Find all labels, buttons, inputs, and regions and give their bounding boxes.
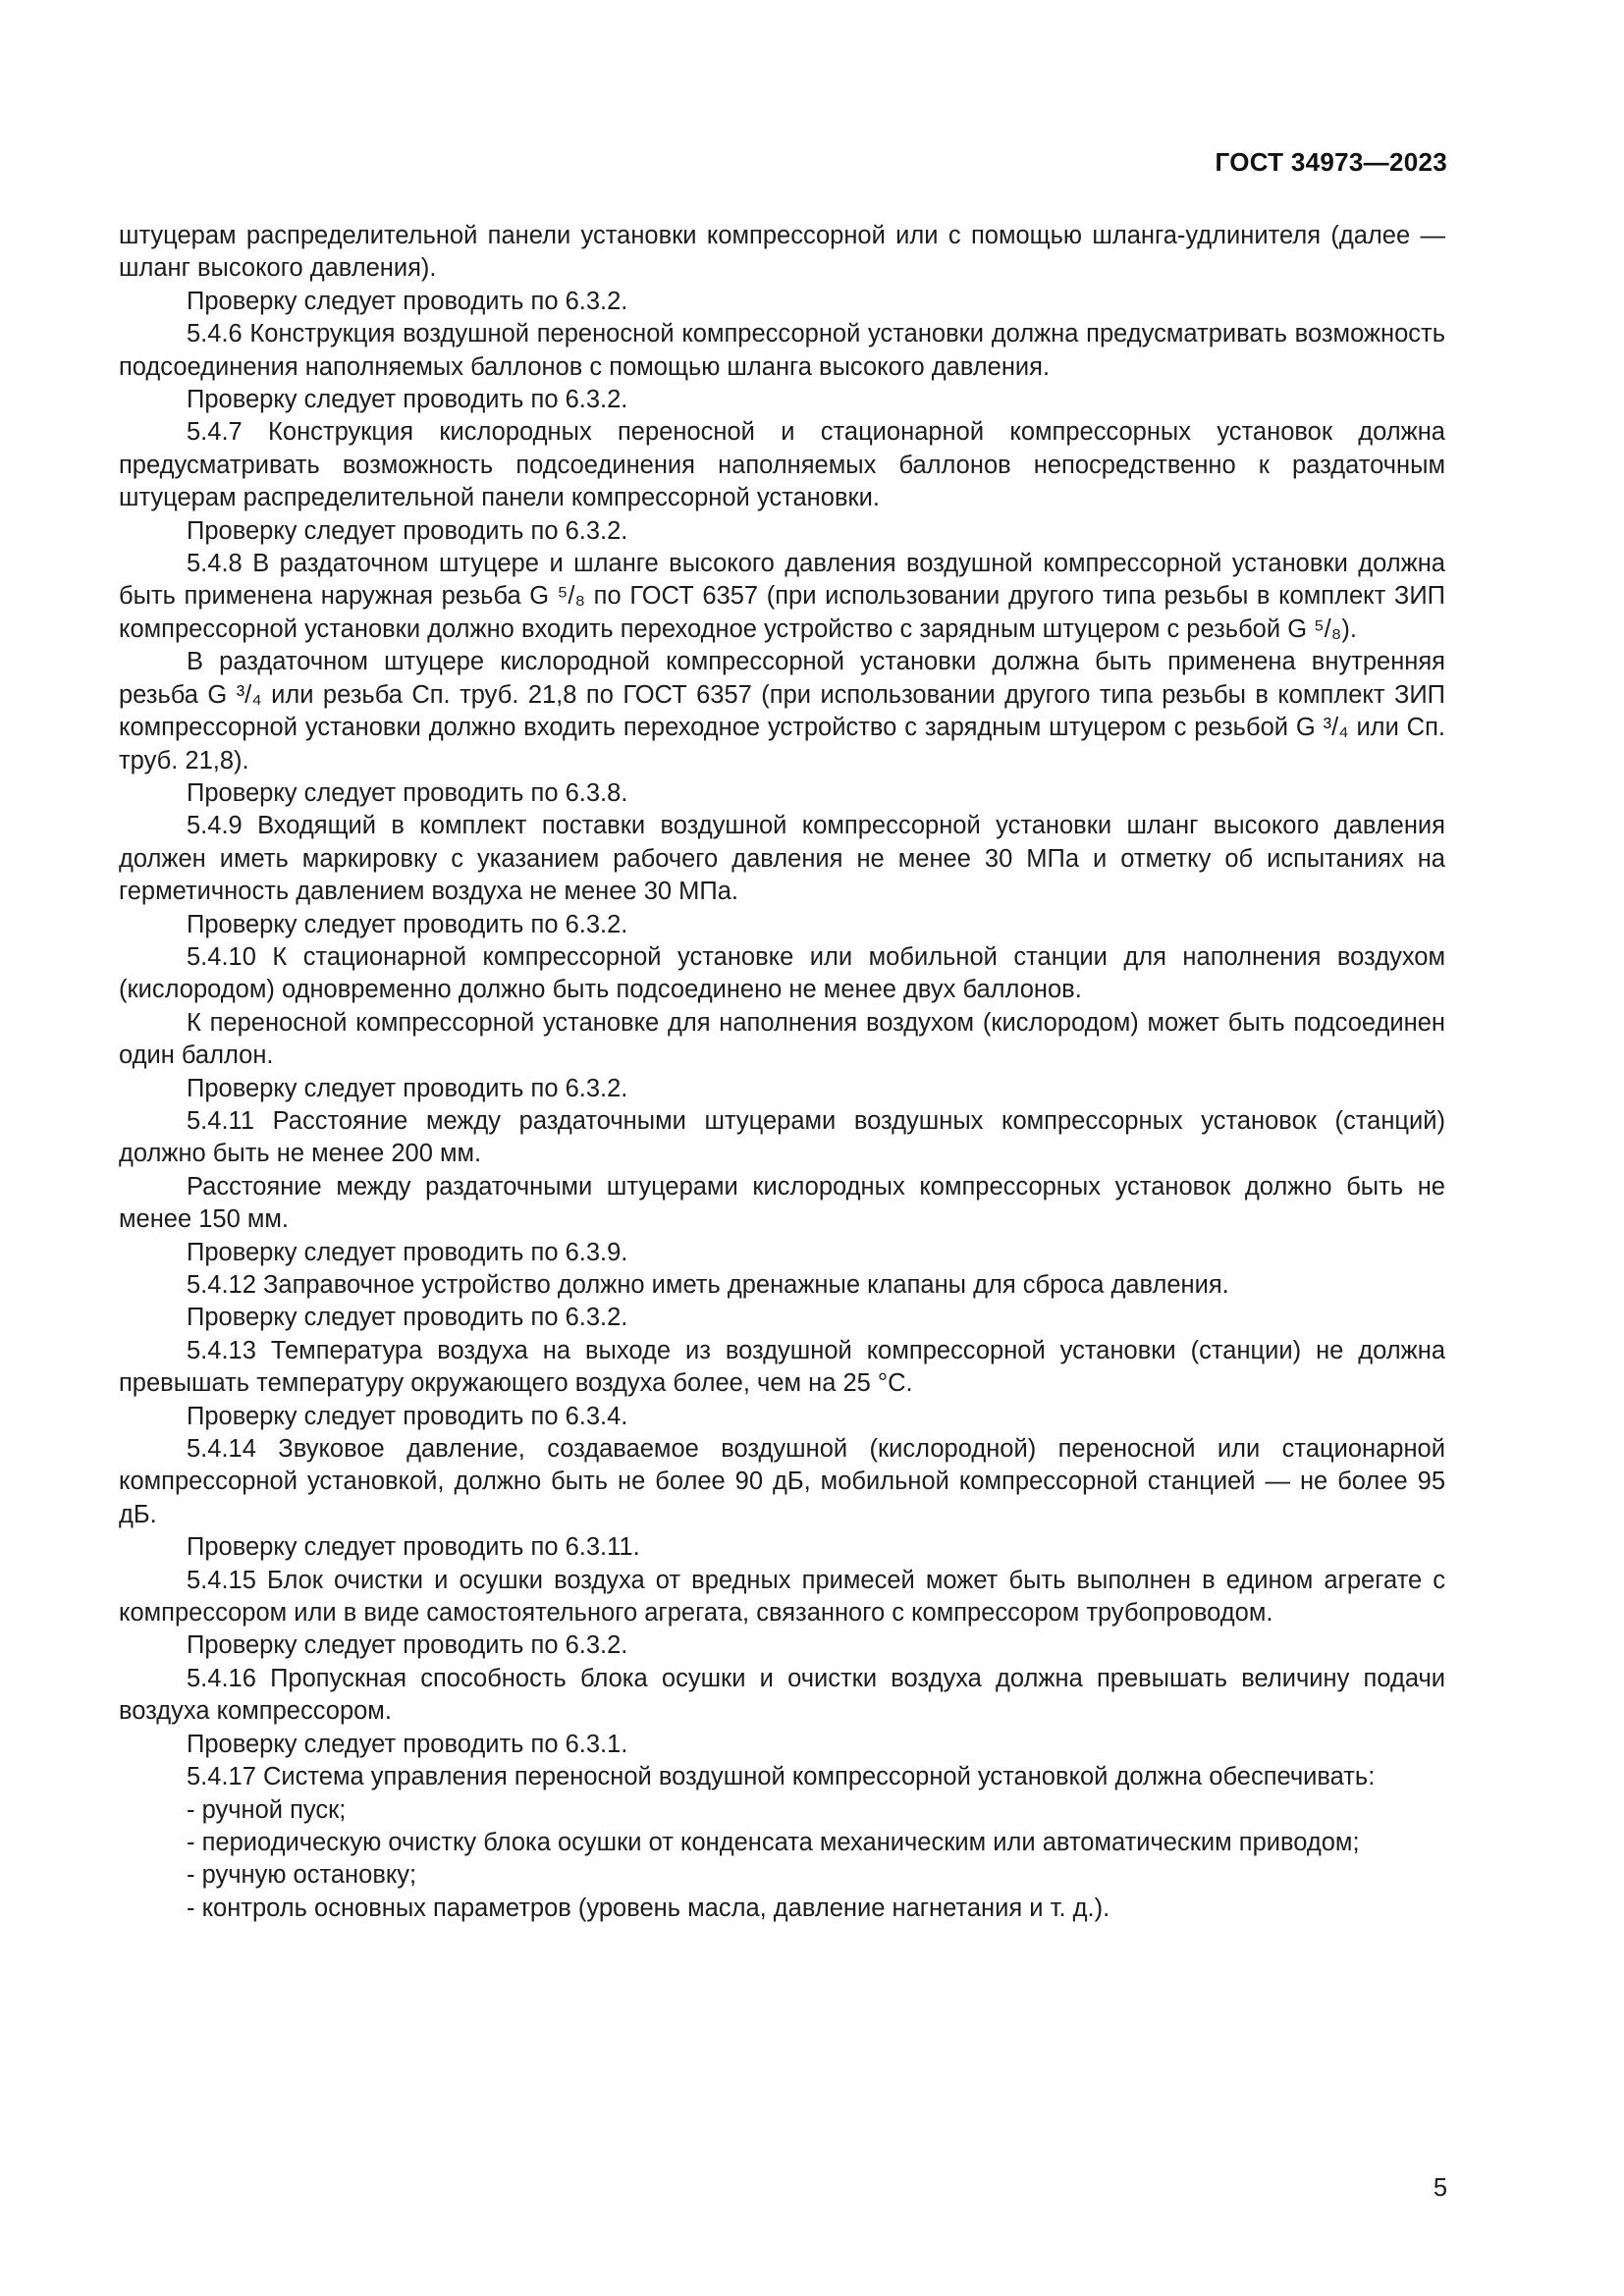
paragraph: 5.4.17 Система управления переносной воздушной компрессорной установкой должна обеспечивать: (187, 1763, 1376, 1791)
paragraph: 5.4.15 Блок очистки и осушки воздуха от вредных примесей может быть выполнен в едином агрегате с компрессором или в виде самостоятельного агрегата, связанного с компрессором трубопроводом. (119, 1566, 1445, 1628)
paragraph: Проверку следует проводить по 6.3.8. (187, 778, 628, 807)
paragraph: - ручной пуск; (187, 1795, 347, 1824)
paragraph: 5.4.10 К стационарной компрессорной установке или мобильной станции для наполнения воздухом (кислородом) одновременно должно быть подсоединено не менее двух баллонов. (119, 942, 1445, 1004)
paragraph: Проверку следует проводить по 6.3.2. (187, 386, 628, 414)
paragraph: Проверку следует проводить по 6.3.9. (187, 1238, 628, 1266)
paragraph: 5.4.6 Конструкция воздушной переносной компрессорной установки должна предусматривать возможность подсоединения наполняемых баллонов с помощью шланга высокого давления. (119, 320, 1445, 381)
paragraph: Проверку следует проводить по 6.3.2. (187, 1074, 628, 1102)
paragraph: 5.4.14 Звуковое давление, создаваемое воздушной (кислородной) переносной или стационарной компрессорной установкой, должно быть не более 90 дБ, мобильной компрессорной станцией — не более 95 дБ. (119, 1435, 1445, 1528)
paragraph: Проверку следует проводить по 6.3.2. (187, 516, 628, 545)
paragraph: 5.4.11 Расстояние между раздаточными штуцерами воздушных компрессорных установок (станций) должно быть не менее 200 мм. (119, 1106, 1445, 1168)
body-text (119, 220, 1445, 1925)
paragraph: К переносной компрессорной установке для наполнения воздухом (кислородом) может быть подсоединен один баллон. (119, 1008, 1445, 1070)
paragraph: Проверку следует проводить по 6.3.4. (187, 1402, 628, 1430)
paragraph: Проверку следует проводить по 6.3.2. (187, 287, 628, 315)
paragraph: 5.4.12 Заправочное устройство должно иметь дренажные клапаны для сброса давления. (187, 1271, 1229, 1299)
paragraph: Проверку следует проводить по 6.3.2. (187, 1631, 628, 1660)
paragraph: Проверку следует проводить по 6.3.2. (187, 910, 628, 938)
paragraph: 5.4.16 Пропускная способность блока осушки и очистки воздуха должна превышать величину подачи воздуха компрессором. (119, 1664, 1445, 1726)
paragraph: В раздаточном штуцере кислородной компрессорной установки должна быть применена внутренняя резьба G ³/₄ или резьба Сп. труб. 21,8 по ГОСТ 6357 (при использовании другого типа резьбы в комплект ЗИП компрессорной установки должно входить переходное устройство с зарядным штуцером с резьбой G ³/₄ или Сп. труб. 21,8). (119, 648, 1445, 774)
paragraph: 5.4.8 В раздаточном штуцере и шланге высокого давления воздушной компрессорной установки должна быть применена наружная резьба G ⁵/₈ по ГОСТ 6357 (при использовании другого типа резьбы в комплект ЗИП компрессорной установки должно входить переходное устройство с зарядным штуцером с резьбой G ⁵/₈). (119, 550, 1445, 643)
paragraph: Проверку следует проводить по 6.3.1. (187, 1730, 628, 1758)
paragraph: 5.4.9 Входящий в комплект поставки воздушной компрессорной установки шланг высокого давления должен иметь маркировку с указанием рабочего давления не менее 30 МПа и отметку об испытаниях на герметичность давлением воздуха не менее 30 МПа. (119, 812, 1445, 906)
page-number: 5 (1433, 2174, 1447, 2202)
paragraph: - ручную остановку; (187, 1861, 417, 1890)
paragraph: штуцерам распределительной панели установки компрессорной или с помощью шланга-удлинителя (далее — шланг высокого давления). (119, 222, 1445, 283)
paragraph: 5.4.7 Конструкция кислородных переносной и стационарной компрессорных установок должна предусматривать возможность подсоединения наполняемых баллонов непосредственно к раздаточным штуцерам распределительной панели компрессорной установки. (119, 418, 1445, 512)
paragraph: - контроль основных параметров (уровень масла, давление нагнетания и т. д.). (187, 1894, 1110, 1922)
paragraph: 5.4.13 Температура воздуха на выходе из воздушной компрессорной установки (станции) не должна превышать температуру окружающего воздуха более, чем на 25 °С. (119, 1336, 1445, 1398)
paragraph: Проверку следует проводить по 6.3.2. (187, 1304, 628, 1332)
paragraph: Проверку следует проводить по 6.3.11. (187, 1533, 640, 1562)
standard-code-header: ГОСТ 34973—2023 (1215, 147, 1447, 177)
paragraph: Расстояние между раздаточными штуцерами кислородных компрессорных установок должно быть не менее 150 мм. (119, 1172, 1445, 1234)
paragraph: - периодическую очистку блока осушки от конденсата механическим или автоматическим приводом; (187, 1828, 1360, 1856)
